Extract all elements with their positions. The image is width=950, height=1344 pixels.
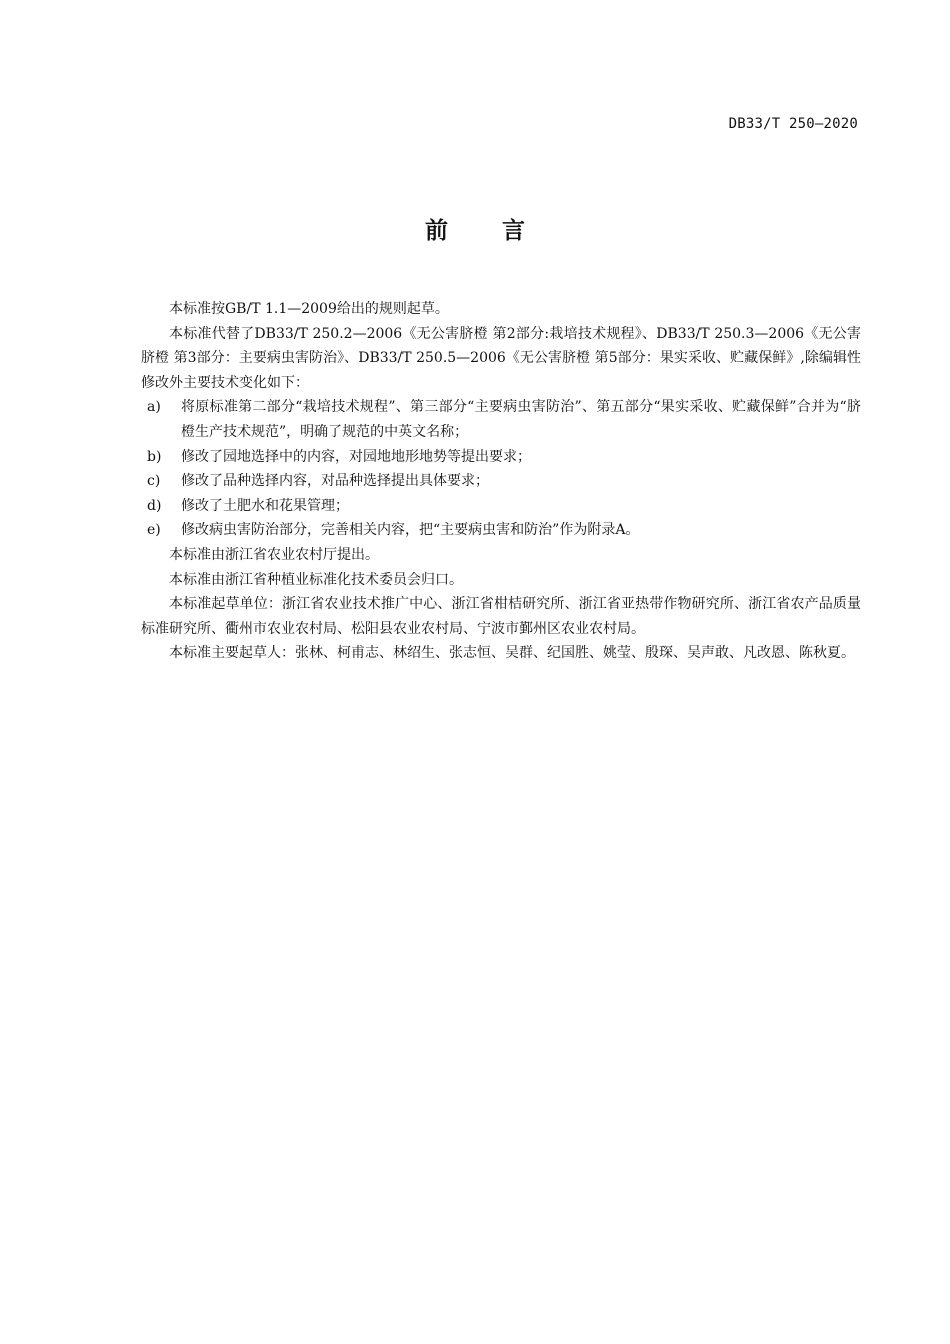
list-item (141, 395, 861, 444)
list-item-text: 修改病虫害防治部分，完善相关内容，把“主要病虫害和防治”作为附录A。 (181, 522, 640, 539)
paragraph-replaces: 本标准代替了DB33/T 250.2—2006《无公害脐橙 第2部分:栽培技术规程》、DB33/T 250.3—2006《无公害脐橙 第3部分：主要病虫害防治》、DB33/T 250.5—2006《无公害脐橙 第5部分：果实采收、贮藏保鲜》,除编辑性修改外主要技术变化如下： (141, 325, 861, 391)
list-item (141, 494, 861, 519)
page-title: 前言 (425, 218, 579, 244)
list-item-mark: d) (147, 497, 162, 514)
list-item-mark: b) (147, 448, 162, 465)
document-code: DB33/T 250—2020 (728, 116, 858, 132)
paragraph-proposer: 本标准由浙江省农业农村厅提出。 (169, 546, 379, 563)
changes-list (141, 395, 861, 543)
list-item-text: 修改了园地选择中的内容，对园地地形地势等提出要求； (181, 448, 531, 465)
paragraph-committee: 本标准由浙江省种植业标准化技术委员会归口。 (169, 571, 463, 588)
list-item-text: 修改了品种选择内容，对品种选择提出具体要求； (181, 473, 489, 490)
foreword-body (141, 297, 861, 666)
list-item-text: 修改了土肥水和花果管理； (181, 497, 349, 514)
paragraph-drafting-rules: 本标准按GB/T 1.1—2009给出的规则起草。 (169, 301, 449, 317)
list-item-mark: e) (147, 522, 161, 539)
list-item-text: 将原标准第二部分“栽培技术规程”、第三部分“主要病虫害防治”、第五部分“果实采收、贮藏保鲜”合并为“脐橙生产技术规范”，明确了规范的中英文名称； (181, 399, 861, 440)
list-item (141, 445, 861, 470)
paragraph-drafting-units: 本标准起草单位：浙江省农业技术推广中心、浙江省柑桔研究所、浙江省亚热带作物研究所、浙江省农产品质量标准研究所、衢州市农业农村局、松阳县农业农村局、宁波市鄞州区农业农村局。 (141, 596, 861, 637)
paragraph-drafters: 本标准主要起草人：张林、柯甫志、林绍生、张志恒、吴群、纪国胜、姚莹、殷琛、吴声敢、凡改恩、陈秋夏。 (169, 645, 855, 662)
list-item-mark: c) (147, 473, 161, 490)
list-item (141, 518, 861, 543)
list-item-mark: a) (147, 399, 161, 416)
list-item (141, 469, 861, 494)
